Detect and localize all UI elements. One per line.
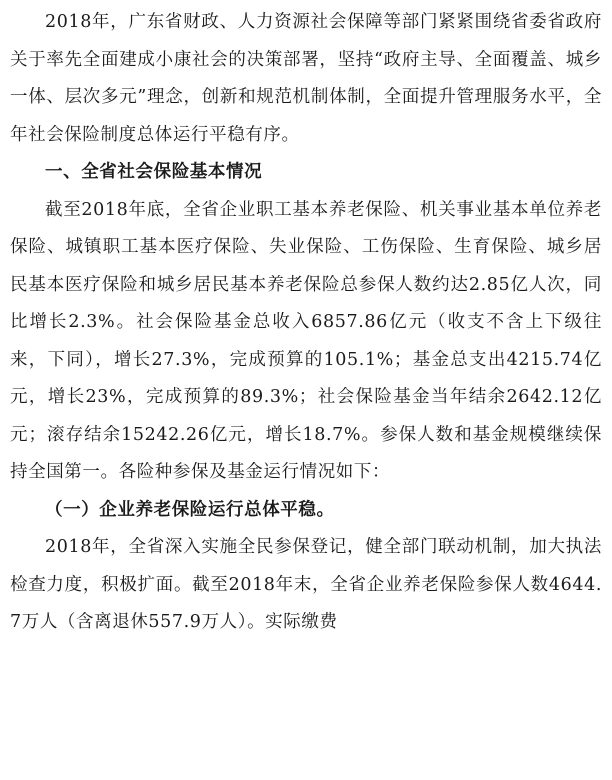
intro-paragraph: 2018年，广东省财政、人力资源社会保障等部门紧紧围绕省委省政府关于率先全面建成小康社会的决策部署，坚持“政府主导、全面覆盖、城乡一体、层次多元”理念，创新和规范机制体制，全面提升管理服务水平，全年社会保险制度总体运行平稳有序。 xyxy=(10,12,602,145)
subsection-heading-enterprise-pension: （一）企业养老保险运行总体平稳。 xyxy=(45,499,335,520)
section-heading-basic-situation: 一、全省社会保险基本情况 xyxy=(45,162,263,182)
subsection-paragraph-enterprise-pension: 2018年，全省深入实施全民参保登记，健全部门联动机制，加大执法检查力度，积极扩面。截至2018年末，全省企业养老保险参保人数4644.7万人（含离退休557.9万人）。实际缴费 xyxy=(10,537,602,632)
section-paragraph-basic-situation: 截至2018年底，全省企业职工基本养老保险、机关事业基本单位养老保险、城镇职工基本医疗保险、失业保险、工伤保险、生育保险、城乡居民基本医疗保险和城乡居民基本养老保险总参保人数约达2.85亿人次，同比增长2.3%。社会保险基金总收入6857.86亿元（收支不含上下级往来，下同），增长27.3%，完成预算的105.1%；基金总支出4215.74亿元，增长23%，完成预算的89.3%；社会保险基金当年结余2642.12亿元；滚存结余15242.26亿元，增长18.7%。参保人数和基金规模继续保持全国第一。各险种参保及基金运行情况如下： xyxy=(10,199,602,482)
